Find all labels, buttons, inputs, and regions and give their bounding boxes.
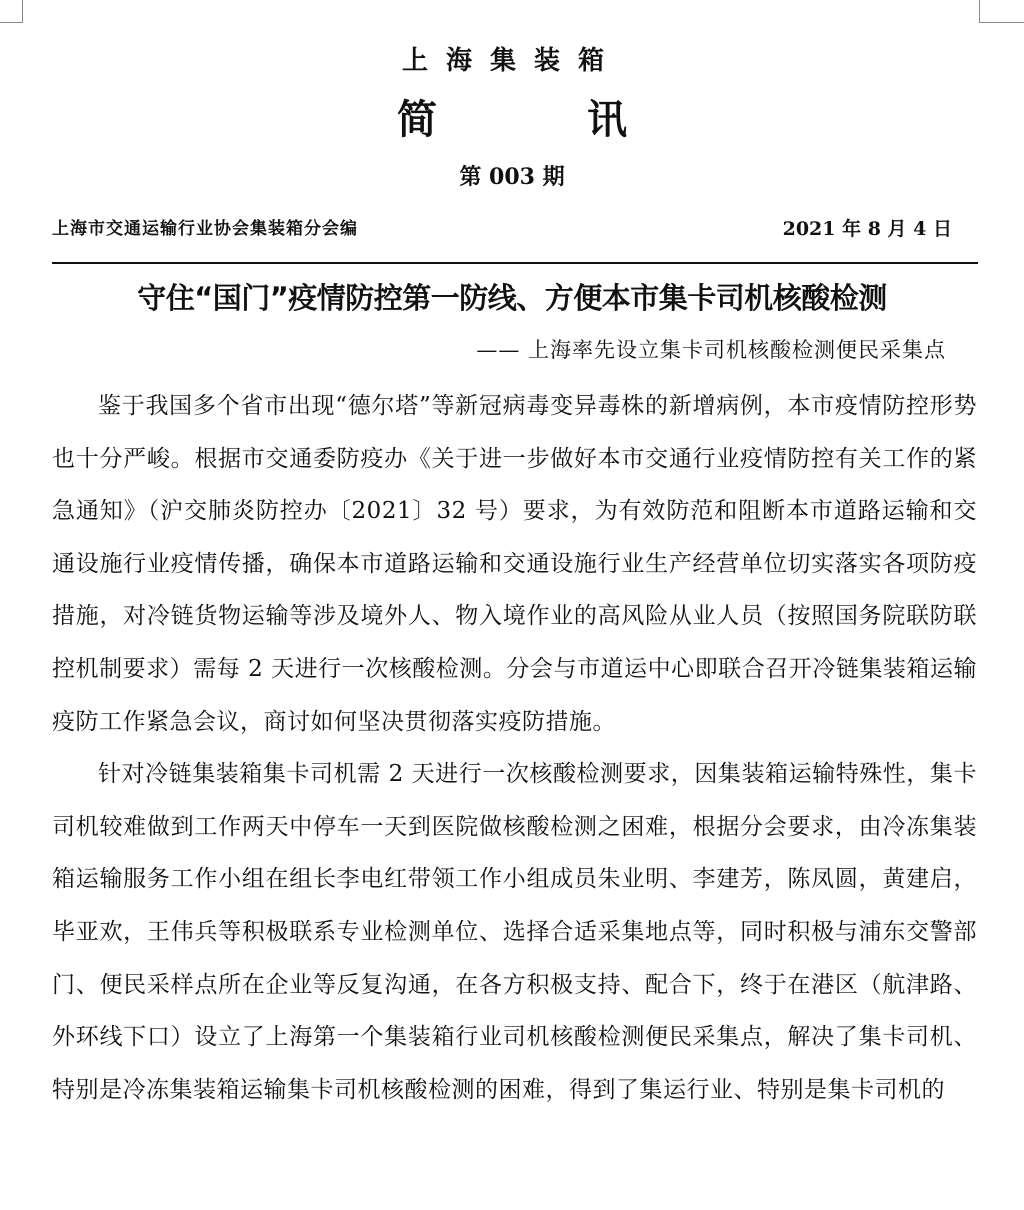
issue-number: 第 003 期 (459, 164, 565, 190)
paragraph-1: 鉴于我国多个省市出现“德尔塔”等新冠病毒变异毒株的新增病例，本市疫情防控形势也十分严峻。根据市交通委防疫办《关于进一步做好本市交通行业疫情防控有关工作的紧急通知》（沪交肺炎防控办〔2021〕32 号）要求，为有效防范和阻断本市道路运输和交通设施行业疫情传播，确保本市道路运输和交通设施行业生产经营单位切实落实各项防疫措施，对冷链货物运输等涉及境外人、物入境作业的高风险从业人员（按照国务院联防联控机制要求）需每 2 天进行一次核酸检测。分会与市道运中心即联合召开冷链集装箱运输疫防工作紧急会议，商讨如何坚决贯彻落实疫防措施。 (52, 393, 977, 735)
paragraph-2: 针对冷链集装箱集卡司机需 2 天进行一次核酸检测要求，因集装箱运输特殊性，集卡司机较难做到工作两天中停车一天到医院做核酸检测之困难，根据分会要求，由冷冻集装箱运输服务工作小组在组长李电红带领工作小组成员朱业明、李建芳，陈凤圆，黄建启，毕亚欢，王伟兵等积极联系专业检测单位、选择合适采集地点等，同时积极与浦东交警部门、便民采样点所在企业等反复沟通，在各方积极支持、配合下，终于在港区（航津路、外环线下口）设立了上海第一个集装箱行业司机核酸检测便民采集点，解决了集卡司机、特别是冷冻集装箱运输集卡司机核酸检测的困难，得到了集运行业、特别是集卡司机的 (52, 761, 977, 1103)
article-body (52, 380, 977, 1116)
header-meta-row (52, 214, 952, 244)
header-divider (52, 262, 978, 264)
editor-line: 上海市交通运输行业协会集装箱分会编 (52, 219, 358, 239)
newsletter-title (0, 88, 1024, 145)
article-subtitle: —— 上海率先设立集卡司机核酸检测便民采集点 (476, 338, 946, 362)
newsletter-title-left: 简 (397, 96, 437, 143)
article-title: 守住“国门”疫情防控第一防线、方便本市集卡司机核酸检测 (137, 281, 887, 315)
page-corner-mark-left (0, 0, 23, 23)
newsletter-title-right: 讯 (587, 96, 627, 143)
page-corner-mark-right (979, 0, 1024, 23)
publish-date: 2021 年 8 月 4 日 (782, 218, 952, 240)
newsletter-org-name: 上海集装箱 (401, 46, 622, 76)
